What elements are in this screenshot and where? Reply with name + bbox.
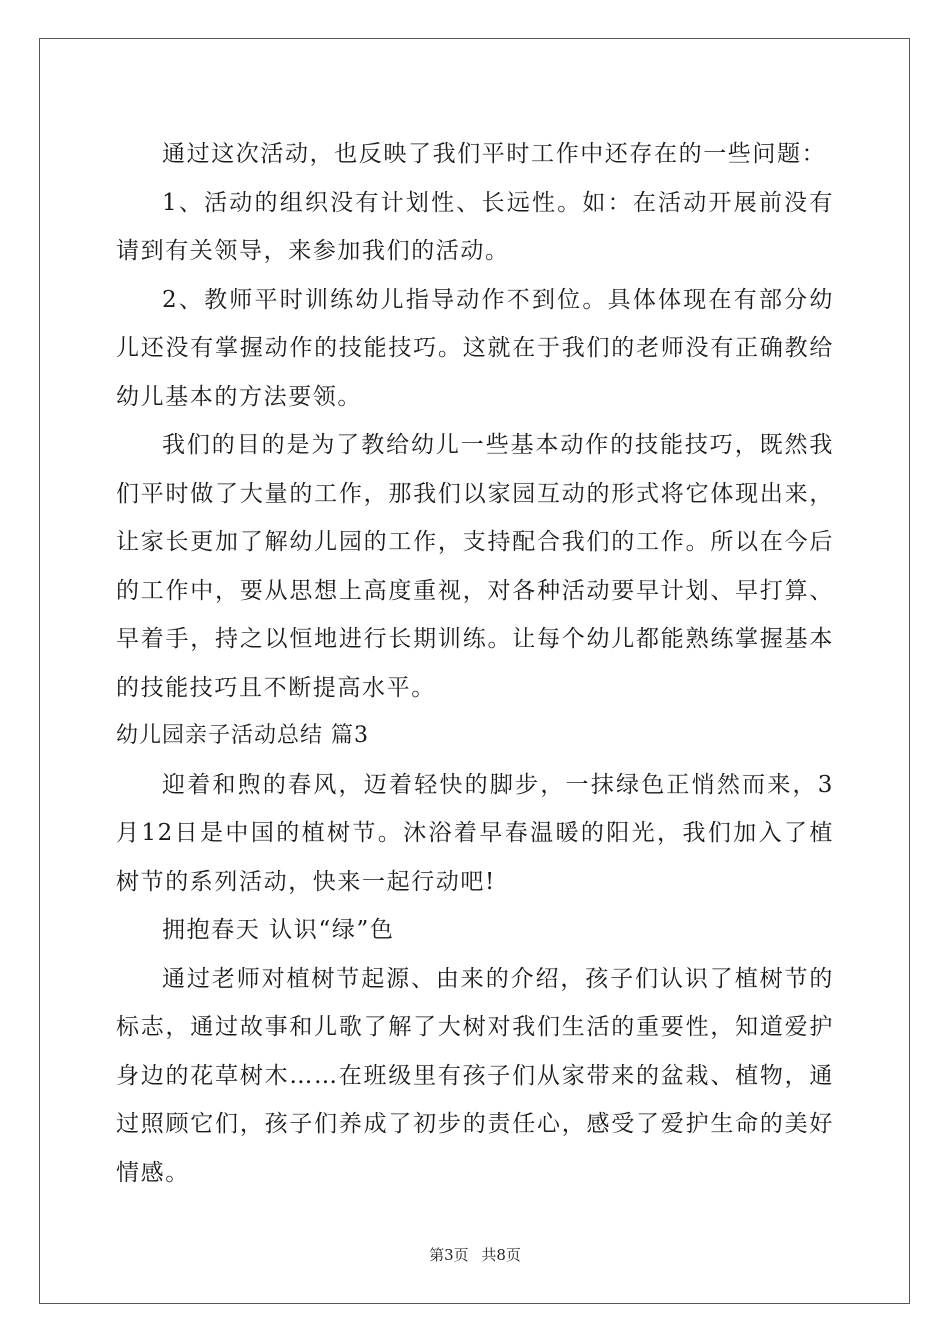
subheading-embrace-spring: 拥抱春天 认识“绿”色 — [162, 917, 395, 943]
page-number: 第3页 — [429, 1246, 469, 1264]
document-body — [116, 130, 834, 1197]
paragraph-problem-2: 2、教师平时训练幼儿指导动作不到位。具体体现在有部分幼儿还没有掌握动作的技能技巧。这就在于我们的老师没有正确教给幼儿基本的方法要领。 — [116, 286, 834, 410]
section-heading: 幼儿园亲子活动总结 篇3 — [116, 723, 369, 748]
paragraph-goals: 我们的目的是为了教给幼儿一些基本动作的技能技巧，既然我们平时做了大量的工作，那我们以家园互动的形式将它体现出来，让家长更加了解幼儿园的工作，支持配合我们的工作。所以在今后的工作中，要从思想上高度重视，对各种活动要早计划、早打算、早着手，持之以恒地进行长期训练。让每个幼儿都能熟练掌握基本的技能技巧且不断提高水平。 — [116, 432, 834, 701]
paragraph-problem-1: 1、活动的组织没有计划性、长远性。如：在活动开展前没有请到有关领导，来参加我们的活动。 — [116, 189, 834, 264]
paragraph-introduction: 通过老师对植树节起源、由来的介绍，孩子们认识了植树节的标志，通过故事和儿歌了解了大树对我们生活的重要性，知道爱护身边的花草树木……在班级里有孩子们从家带来的盆栽、植物，通过照顾它们，孩子们养成了初步的责任心，感受了爱护生命的美好情感。 — [116, 965, 834, 1186]
paragraph-arbor-day: 迎着和煦的春风，迈着轻快的脚步，一抹绿色正悄然而来，3月12日是中国的植树节。沐浴着早春温暖的阳光，我们加入了植树节的系列活动，快来一起行动吧! — [116, 771, 834, 895]
page-footer — [0, 1244, 950, 1265]
page-total: 共8页 — [481, 1246, 521, 1264]
paragraph-problems-intro: 通过这次活动，也反映了我们平时工作中还存在的一些问题： — [162, 141, 827, 167]
